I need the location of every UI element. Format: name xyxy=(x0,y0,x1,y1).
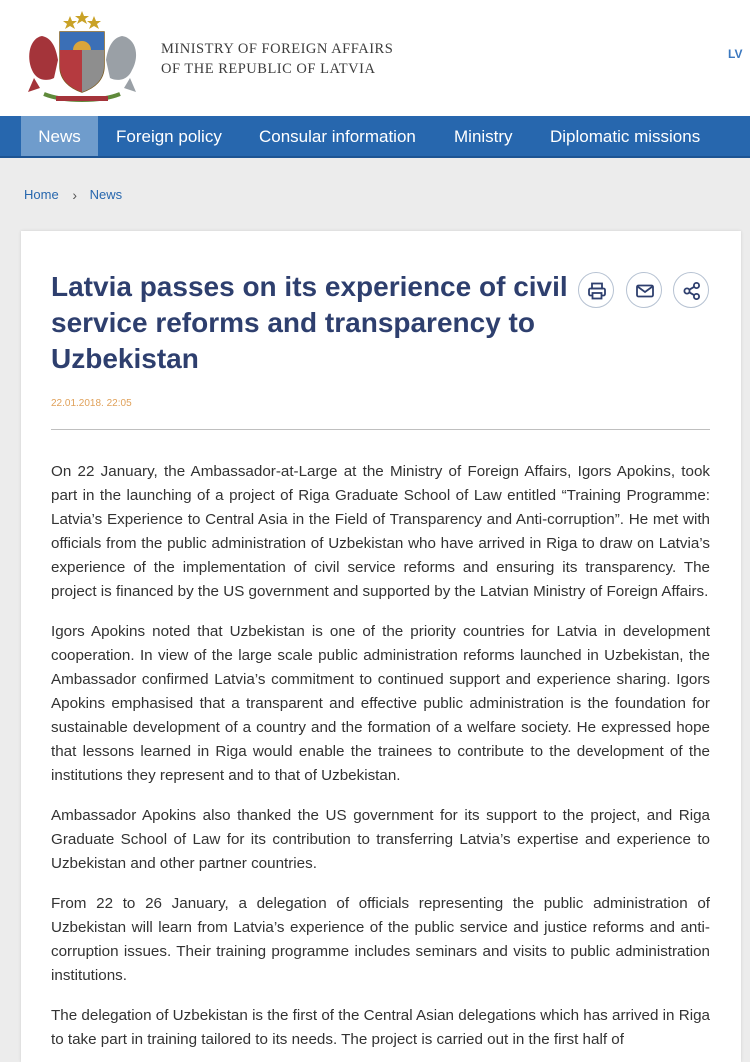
article-paragraph: Ambassador Apokins also thanked the US government for its support to the project, and Riga Graduate School of Law for its contribution to transferring Latvia’s expertise and experience to Uzbekistan and other partner countries. xyxy=(51,807,710,872)
breadcrumb-news-link[interactable]: News xyxy=(89,187,123,203)
ministry-name[interactable] xyxy=(161,39,393,79)
email-icon xyxy=(635,281,655,301)
breadcrumb-home-link[interactable]: Home xyxy=(24,187,59,203)
article-paragraph: Igors Apokins noted that Uzbekistan is one of the priority countries for Latvia in development cooperation. In view of the large scale public administration reforms launched in Uzbekistan, the Ambassador confirmed Latvia’s commitment to continued support and experience sharing. Igors Apokins emphasised that a transparent and effective public administration is the foundation for sustainable development of a country and the formation of a welfare society. He expressed hope that lessons learned in Riga would enable the trainees to contribute to the development of the institutions they represent and to that of Uzbekistan. xyxy=(51,623,710,784)
share-icon xyxy=(682,281,702,301)
article-title: Latvia passes on its experience of civil service reforms and transparency to Uzbekistan xyxy=(51,271,568,374)
email-button[interactable] xyxy=(626,272,662,308)
nav-item-foreign-policy[interactable]: Foreign policy xyxy=(116,127,222,146)
share-button[interactable] xyxy=(673,272,709,308)
nav-item-ministry[interactable]: Ministry xyxy=(454,127,513,146)
article-paragraph: From 22 to 26 January, a delegation of officials representing the public administration of Uzbekistan will learn from Latvia’s experience of the public service and justice reforms and anti-corruption issues. Their training programme includes seminars and visits to public administration institutions. xyxy=(51,895,710,984)
nav-item-consular-information[interactable]: Consular information xyxy=(259,127,416,146)
article-card xyxy=(21,231,741,1062)
article-date: 22.01.2018. 22:05 xyxy=(51,398,132,409)
ministry-name-line2: OF THE REPUBLIC OF LATVIA xyxy=(161,61,376,77)
print-icon xyxy=(587,281,607,301)
ministry-name-line1: MINISTRY OF FOREIGN AFFAIRS xyxy=(161,41,394,57)
article-body xyxy=(51,460,710,1062)
language-switch-link[interactable]: LV xyxy=(728,47,743,61)
main-navigation xyxy=(0,116,750,158)
print-button[interactable] xyxy=(578,272,614,308)
article-paragraph: The delegation of Uzbekistan is the first of the Central Asian delegations which has arrived in Riga to take part in training tailored to its needs. The project is carried out in the first half of xyxy=(51,1007,710,1048)
nav-item-diplomatic-missions[interactable]: Diplomatic missions xyxy=(550,127,701,146)
nav-item-news[interactable]: News xyxy=(21,116,98,156)
chevron-right-icon: › xyxy=(72,186,77,203)
site-header xyxy=(0,0,750,116)
breadcrumb xyxy=(24,186,122,203)
article-paragraph: On 22 January, the Ambassador-at-Large at the Ministry of Foreign Affairs, Igors Apokins, took part in the launching of a project of Riga Graduate School of Law entitled “Training Programme: Latvia’s Experience to Central Asia in the Field of Transparency and Anti-corruption”. He met with officials from the public administration of Uzbekistan who have arrived in Riga to draw on Latvia’s experience of the implementation of civil service reforms and ensuring its transparency. The project is financed by the US government and supported by the Latvian Ministry of Foreign Affairs. xyxy=(51,463,710,600)
divider xyxy=(51,429,710,430)
coat-of-arms-icon[interactable] xyxy=(20,8,144,104)
